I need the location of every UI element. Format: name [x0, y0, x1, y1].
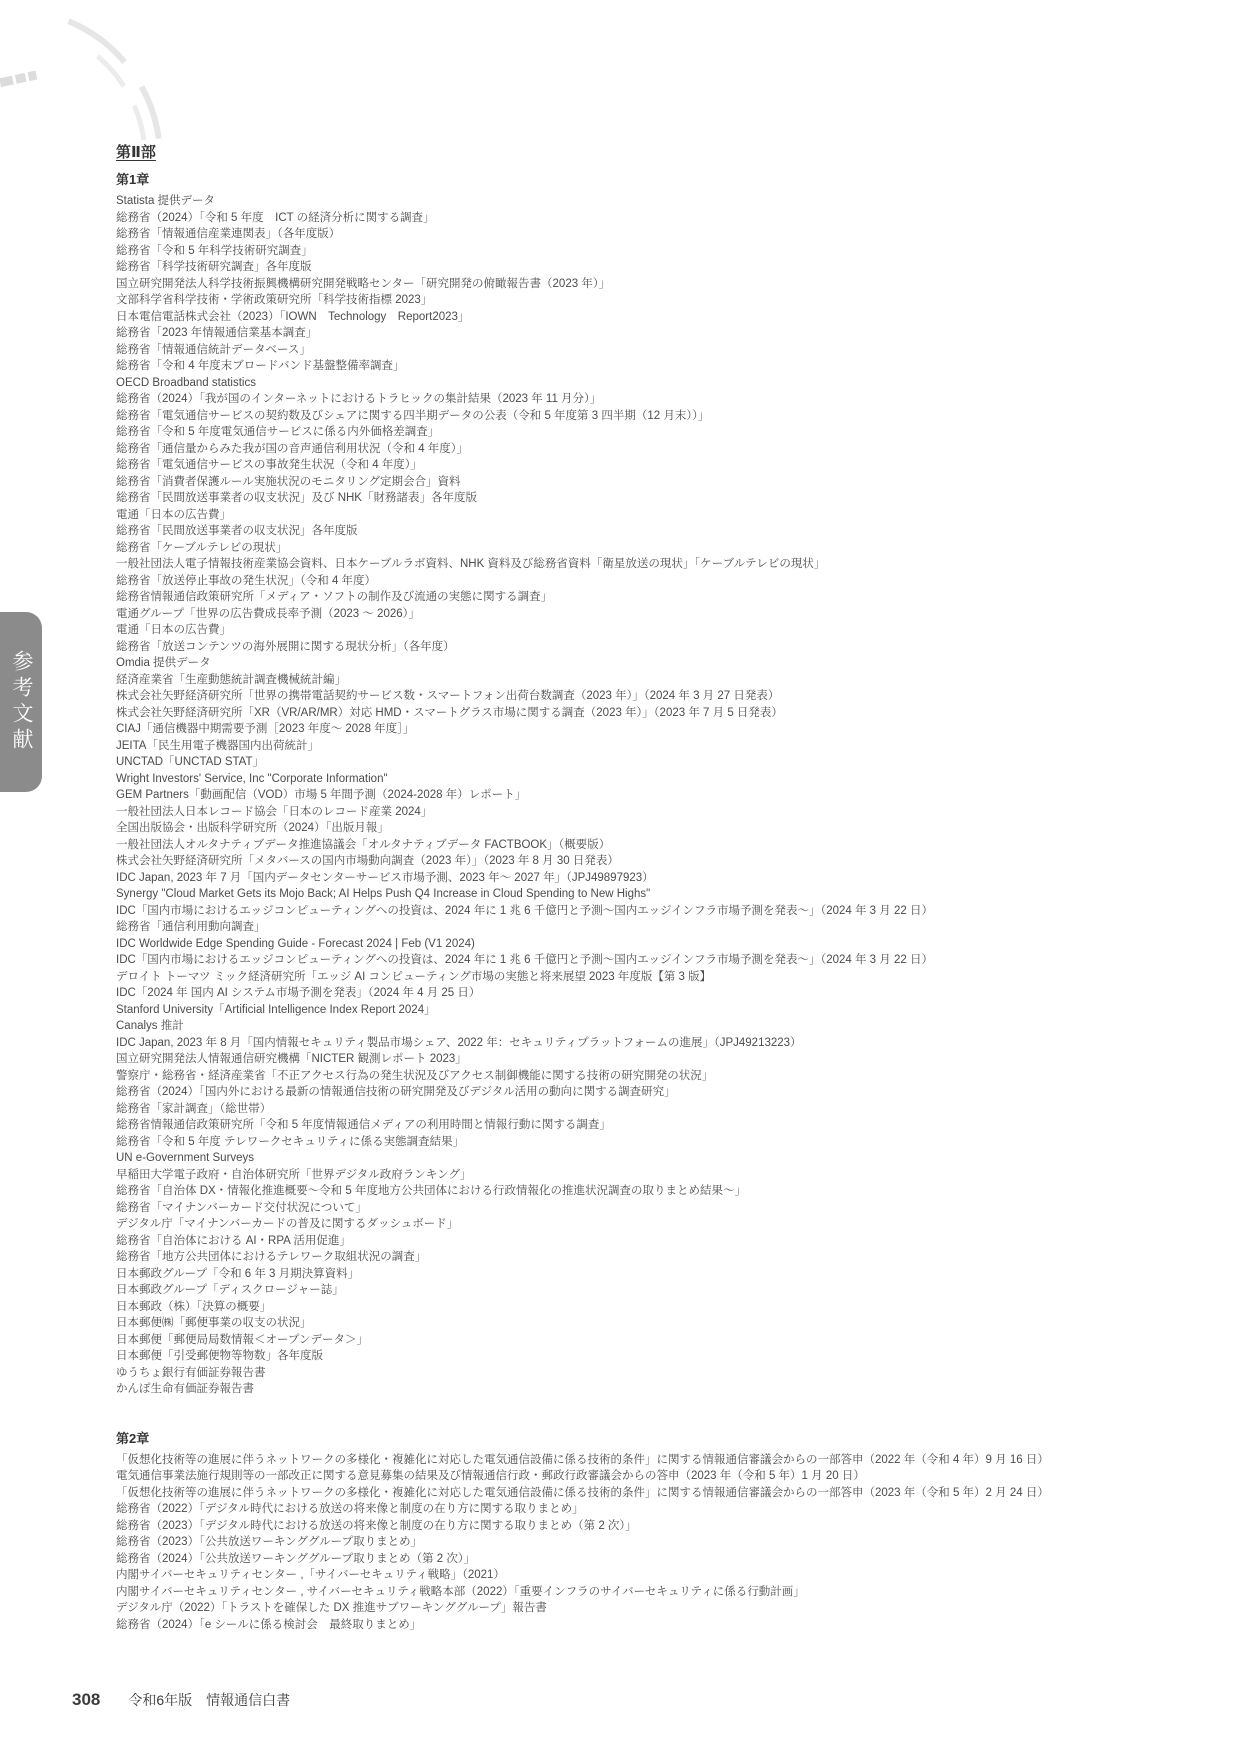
- reference-item: 電通グループ「世界の広告費成長率予測（2023 ～ 2026）」: [116, 607, 420, 620]
- reference-item: Omdia 提供データ: [116, 657, 211, 669]
- reference-item: 総務省「消費者保護ルール実施状況のモニタリング定期会合」資料: [116, 475, 461, 488]
- reference-item: JEITA「民生用電子機器国内出荷統計」: [116, 739, 319, 752]
- reference-item: IDC Japan, 2023 年 8 月「国内情報セキュリティ製品市場シェア、2022 年：セキュリティプラットフォームの進展」（JPJ49213223）: [116, 1036, 802, 1049]
- decorative-arcs-graphic: [0, 0, 190, 140]
- reference-item: 総務省「電気通信サービスの契約数及びシェアに関する四半期データの公表（令和 5 年度第 3 四半期（12 月末））」: [116, 409, 710, 422]
- reference-item: 日本郵便「引受郵便物等物数」各年度版: [116, 1350, 323, 1362]
- reference-item: 総務省「情報通信統計データベース」: [116, 343, 311, 356]
- reference-item: 総務省「通信利用動向調査」: [116, 921, 266, 933]
- reference-item: CIAJ「通信機器中期需要予測［2023 年度～ 2028 年度］」: [116, 723, 415, 735]
- reference-item: 日本郵便㈱「郵便事業の収支の状況」: [116, 1317, 312, 1329]
- reference-item: 経済産業省「生産動態統計調査機械統計編」: [116, 673, 346, 686]
- reference-item: 内閣サイバーセキュリティセンター ,「サイバーセキュリティ戦略」（2021）: [116, 1569, 505, 1581]
- reference-item: 国立研究開発法人情報通信研究機構「NICTER 観測レポート 2023」: [116, 1053, 467, 1065]
- reference-item: UN e-Government Surveys: [116, 1152, 255, 1164]
- sections: [116, 171, 1186, 1633]
- reference-item: 総務省「民間放送事業者の収支状況」及び NHK「財務諸表」各年度版: [116, 492, 477, 504]
- reference-item: 株式会社矢野経済研究所「世界の携帯電話契約サービス数・スマートフォン出荷台数調査（2023 年）」（2024 年 3 月 27 日発表）: [116, 690, 780, 702]
- reference-item: 総務省（2024）「我が国のインターネットにおけるトラヒックの集計結果（2023 年 11 月分）」: [116, 393, 602, 405]
- reference-item: デジタル庁「マイナンバーカードの普及に関するダッシュボード」: [116, 1218, 459, 1230]
- reference-item: 国立研究開発法人科学技術振興機構研究開発戦略センター「研究開発の俯瞰報告書（2023 年）」: [116, 277, 611, 290]
- reference-item: Canalys 推計: [116, 1020, 184, 1032]
- reference-item: 「仮想化技術等の進展に伴うネットワークの多様化・複雑化に対応した電気通信設備に係る技術的条件」に関する情報通信審議会からの一部答申（2022 年（令和 4 年）9 月 16 日）: [116, 1453, 1049, 1466]
- reference-item: 内閣サイバーセキュリティセンター , サイバーセキュリティ戦略本部（2022）「重要インフラのサイバーセキュリティに係る行動計画」: [116, 1585, 805, 1598]
- page-footer: [72, 1690, 290, 1710]
- reference-item: 総務省「電気通信サービスの事故発生状況（令和 4 年度）」: [116, 459, 423, 471]
- reference-item: 総務省「マイナンバーカード交付状況について」: [116, 1201, 367, 1214]
- reference-item: 総務省「令和 5 年度 テレワークセキュリティに係る実態調査結果」: [116, 1135, 465, 1148]
- reference-item: Synergy "Cloud Market Gets its Mojo Back; AI Helps Push Q4 Increase in Cloud Spending to New Highs": [116, 888, 651, 900]
- reference-item: 文部科学省科学技術・学術政策研究所「科学技術指標 2023」: [116, 294, 433, 306]
- reference-item: 日本電信電話株式会社（2023）「IOWN Technology Report2023」: [116, 310, 470, 323]
- reference-item: 総務省「民間放送事業者の収支状況」各年度版: [116, 525, 358, 537]
- reference-item: デジタル庁（2022）「トラストを確保した DX 推進サブワーキンググループ」報告書: [116, 1602, 547, 1614]
- reference-item: IDC「国内市場におけるエッジコンピューティングへの投資は、2024 年に 1 兆 6 千億円と予測～国内エッジインフラ市場予測を発表～」（2024 年 3 月 22 日）: [116, 954, 933, 966]
- references-content: [116, 141, 1186, 1633]
- reference-item: 早稲田大学電子政府・自治体研究所「世界デジタル政府ランキング」: [116, 1168, 472, 1181]
- reference-item: 警察庁・総務省・経済産業省「不正アクセス行為の発生状況及びアクセス制御機能に関する技術の研究開発の状況」: [116, 1069, 714, 1082]
- reference-item: 「仮想化技術等の進展に伴うネットワークの多様化・複雑化に対応した電気通信設備に係る技術的条件」に関する情報通信審議会からの一部答申（2023 年（令和 5 年）2 月 24 日）: [116, 1486, 1049, 1499]
- reference-item: Statista 提供データ: [116, 195, 216, 207]
- reference-item: 総務省（2022）「デジタル時代における放送の将来像と制度の在り方に関する取りまとめ」: [116, 1503, 584, 1515]
- reference-item: IDC「2024 年 国内 AI システム市場予測を発表」（2024 年 4 月 25 日）: [116, 987, 481, 999]
- reference-item: 総務省「放送コンテンツの海外展開に関する現状分析」（各年度）: [116, 640, 455, 653]
- reference-item: かんぽ生命有価証券報告書: [116, 1383, 254, 1395]
- section-heading: 第2章: [116, 1430, 150, 1446]
- reference-item: Wright Investors' Service, Inc "Corporate Information": [116, 772, 388, 785]
- reference-item: 総務省「家計調査」（総世帯）: [116, 1102, 272, 1115]
- reference-item: 総務省「ケーブルテレビの現状」: [116, 541, 288, 554]
- reference-item: 株式会社矢野経済研究所「メタバースの国内市場動向調査（2023 年）」（2023 年 8 月 30 日発表）: [116, 855, 619, 867]
- reference-item: 総務省（2023）「デジタル時代における放送の将来像と制度の在り方に関する取りまとめ（第 2 次）」: [116, 1519, 637, 1532]
- reference-item: GEM Partners「動画配信（VOD）市場 5 年間予測（2024-2028 年）レポート」: [116, 789, 527, 801]
- reference-item: 総務省情報通信政策研究所「令和 5 年度情報通信メディアの利用時間と情報行動に関する調査」: [116, 1119, 611, 1131]
- reference-item: 総務省（2024）「e シールに係る検討会 最終取りまとめ」: [116, 1618, 422, 1631]
- reference-item: UNCTAD「UNCTAD STAT」: [116, 756, 265, 768]
- reference-item: 総務省「放送停止事故の発生状況」（令和 4 年度）: [116, 574, 377, 587]
- reference-item: 日本郵政グループ「ディスクロージャー誌」: [116, 1284, 344, 1296]
- reference-section: [116, 1430, 1186, 1634]
- reference-item: 総務省情報通信政策研究所「メディア・ソフトの制作及び流通の実態に関する調査」: [116, 591, 553, 603]
- reference-section: [116, 171, 1186, 1398]
- reference-item: 全国出版協会・出版科学研究所（2024）「出版月報」: [116, 822, 389, 834]
- reference-item: 総務省（2024）「国内外における最新の情報通信技術の研究開発及びデジタル活用の動向に関する調査研究」: [116, 1086, 676, 1098]
- reference-item: 株式会社矢野経済研究所「XR（VR/AR/MR）対応 HMD・スマートグラス市場に関する調査（2023 年）」（2023 年 7 月 5 日発表）: [116, 706, 783, 719]
- page-number: 308: [72, 1690, 101, 1709]
- reference-item: 電通「日本の広告費」: [116, 624, 231, 636]
- reference-item: 総務省「令和 4 年度末ブロードバンド基盤整備率調査」: [116, 360, 405, 372]
- reference-item: 電気通信事業法施行規則等の一部改正に関する意見募集の結果及び情報通信行政・郵政行政審議会からの答申（2023 年（令和 5 年）1 月 20 日）: [116, 1470, 865, 1482]
- reference-item: 総務省「2023 年情報通信業基本調査」: [116, 327, 318, 339]
- reference-item: 総務省「令和 5 年科学技術研究調査」: [116, 244, 313, 257]
- reference-item: 総務省（2024）「令和 5 年度 ICT の経済分析に関する調査」: [116, 211, 435, 224]
- reference-item: 総務省「通信量からみた我が国の音声通信利用状況（令和 4 年度）」: [116, 442, 469, 455]
- reference-item: 一般社団法人日本レコード協会「日本のレコード産業 2024」: [116, 805, 433, 818]
- sidebar-tab-label: 参考文献: [10, 650, 33, 754]
- reference-item: Stanford University「Artificial Intelligence Index Report 2024」: [116, 1003, 436, 1016]
- reference-item: 総務省「自治体における AI・RPA 活用促進」: [116, 1234, 351, 1247]
- reference-item: 一般社団法人オルタナティブデータ推進協議会「オルタナティブデータ FACTBOOK」（概要版）: [116, 838, 611, 851]
- sidebar-tab-references: [0, 612, 42, 792]
- reference-item: IDC「国内市場におけるエッジコンピューティングへの投資は、2024 年に 1 兆 6 千億円と予測～国内エッジインフラ市場予測を発表～」（2024 年 3 月 22 日）: [116, 904, 933, 917]
- reference-item: 総務省「令和 5 年度電気通信サービスに係る内外価格差調査」: [116, 426, 440, 438]
- reference-item: IDC Japan, 2023 年 7 月「国内データセンターサービス市場予測、2023 年～ 2027 年」（JPJ49897923）: [116, 871, 654, 884]
- reference-item: 総務省（2024）「公共放送ワーキンググループ取りまとめ（第 2 次）」: [116, 1552, 476, 1565]
- reference-item: 総務省「情報通信産業連関表」（各年度版）: [116, 228, 341, 240]
- reference-item: ゆうちょ銀行有価証券報告書: [116, 1366, 266, 1379]
- reference-item: 総務省「自治体 DX・情報化推進概要～令和 5 年度地方公共団体における行政情報化の推進状況調査の取りまとめ結果～」: [116, 1185, 746, 1197]
- edition-title: 令和6年版 情報通信白書: [128, 1692, 291, 1708]
- reference-item: 日本郵政グループ「令和 6 年 3 月期決算資料」: [116, 1267, 360, 1280]
- reference-item: 電通「日本の広告費」: [116, 508, 231, 521]
- reference-item: 総務省「地方公共団体におけるテレワーク取組状況の調査」: [116, 1251, 427, 1263]
- reference-item: 一般社団法人電子情報技術産業協会資料、日本ケーブルラボ資料、NHK 資料及び総務省資料「衛星放送の現状」「ケーブルテレビの現状」: [116, 558, 826, 570]
- reference-item: デロイト トーマツ ミック経済研究所「エッジ AI コンピューティング市場の実態と将来展望 2023 年度版【第 3 版】: [116, 970, 712, 983]
- part-title: 第Ⅱ部: [116, 144, 156, 161]
- reference-item: 日本郵便「郵便局局数情報＜オープンデータ＞」: [116, 1333, 368, 1346]
- section-heading: 第1章: [116, 172, 150, 187]
- reference-item: IDC Worldwide Edge Spending Guide - Forecast 2024 | Feb (V1 2024): [116, 937, 475, 950]
- reference-item: 総務省「科学技術研究調査」各年度版: [116, 261, 312, 273]
- reference-item: OECD Broadband statistics: [116, 376, 256, 389]
- reference-item: 日本郵政（株）「決算の概要」: [116, 1300, 272, 1313]
- reference-item: 総務省（2023）「公共放送ワーキンググループ取りまとめ」: [116, 1536, 423, 1548]
